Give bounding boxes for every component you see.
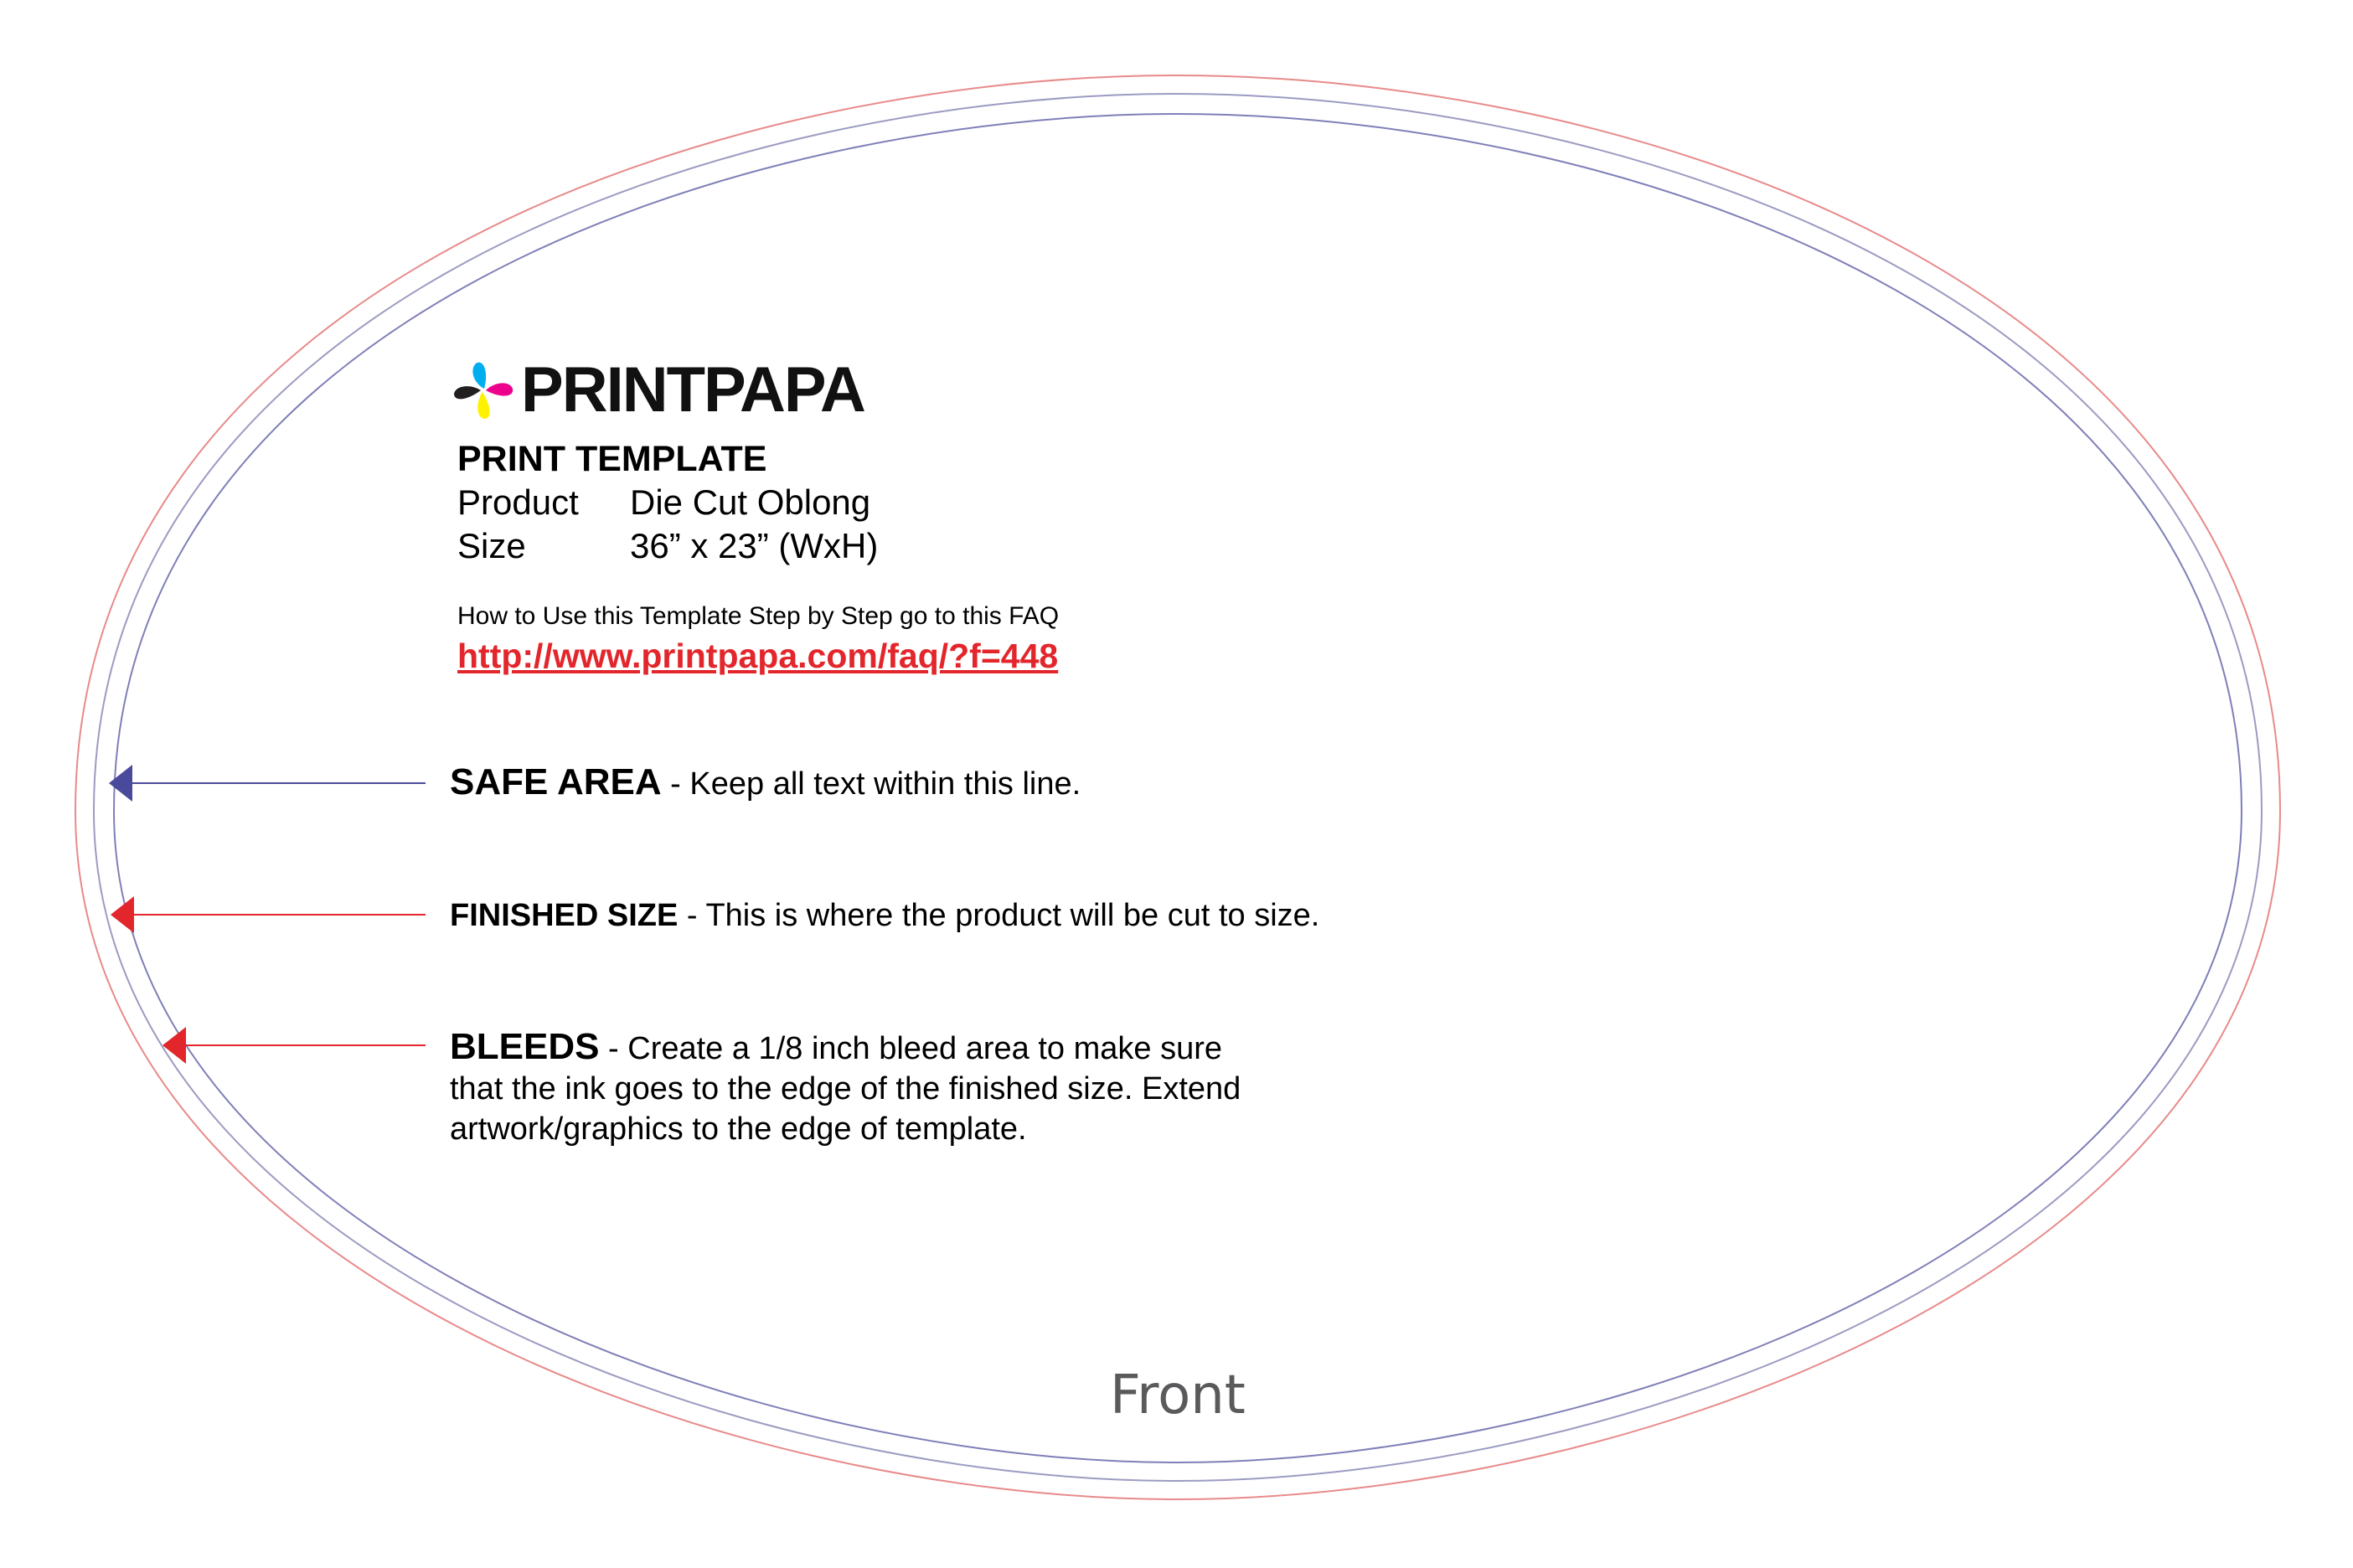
faq-link[interactable]: http://www.printpapa.com/faq/?f=448 <box>457 637 1059 675</box>
side-label-front: Front <box>1110 1364 1246 1426</box>
finished-size-arrow <box>111 896 426 933</box>
faq-note: How to Use this Template Step by Step go to this FAQ <box>457 602 1060 630</box>
bleeds-term: BLEEDS <box>450 1026 600 1067</box>
safe-area-arrow <box>109 765 426 802</box>
legend-safe-area <box>450 762 1081 804</box>
template-heading: PRINT TEMPLATE <box>457 439 767 479</box>
bleed-outline <box>75 75 2280 1499</box>
bleeds-description: - Create a 1/8 inch bleed area to make sure that the ink goes to the edge of the finished size. Extend artwork/graphics to the edge of template. <box>450 1031 1241 1147</box>
product-label: Product <box>457 482 579 522</box>
bleeds-arrow <box>163 1027 426 1064</box>
product-value: Die Cut Oblong <box>630 482 871 522</box>
product-row <box>457 481 878 524</box>
legend-bleeds <box>450 1027 1254 1149</box>
finished-size-term: FINISHED SIZE <box>450 898 679 933</box>
legend-finished-size <box>450 895 1319 936</box>
safe-area-term: SAFE AREA <box>450 761 662 802</box>
finished-size-outline <box>94 94 2262 1481</box>
safe-area-outline <box>114 114 2242 1462</box>
size-value: 36” x 23” (WxH) <box>630 526 879 565</box>
printpapa-petal-logo-icon <box>451 358 518 422</box>
size-row <box>457 524 878 568</box>
size-label: Size <box>457 526 526 565</box>
finished-size-description: - This is where the product will be cut to size. <box>678 898 1320 933</box>
template-info <box>457 437 878 568</box>
printpapa-logo <box>451 354 864 426</box>
safe-area-description: - Keep all text within this line. <box>661 766 1081 802</box>
brand-name: PRINTPAPA <box>521 354 864 426</box>
